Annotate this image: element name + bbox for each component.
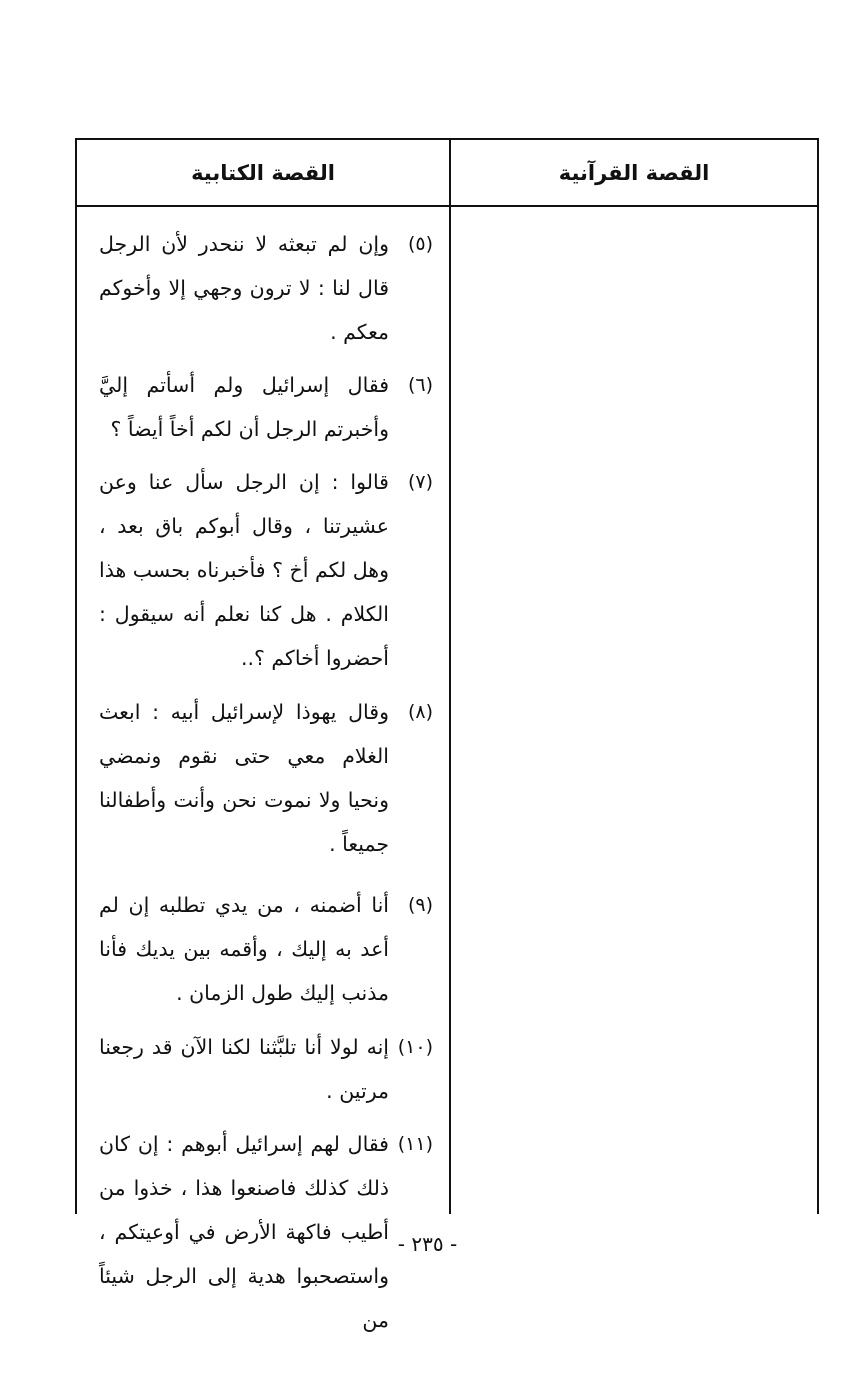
verse-number: (٧)	[407, 471, 433, 493]
verse-number: (٥)	[407, 233, 433, 255]
verse-entry	[99, 1025, 433, 1113]
verse-entry	[99, 883, 433, 1015]
verse-entry	[99, 690, 433, 866]
verse-number: (١١)	[397, 1133, 433, 1155]
verse-text: وقال يهوذا لإسرائيل أبيه : ابعث الغلام معي حتى نقوم ونمضي ونحيا ولا نموت نحن وأنت وأطفالنا جميعاً .	[99, 700, 389, 856]
header-quranic-story: القصة القرآنية	[558, 160, 710, 185]
verse-text: وإن لم تبعثه لا ننحدر لأن الرجل قال لنا : لا ترون وجهي إلا وأخوكم معكم .	[99, 232, 389, 344]
column-divider	[449, 140, 451, 1214]
verse-text: إنه لولا أنا تلبَّثنا لكنا الآن قد رجعنا مرتين .	[99, 1035, 389, 1103]
biblical-story-column	[99, 222, 433, 1342]
header-biblical-story: القصة الكتابية	[191, 160, 335, 185]
verse-number: (٨)	[407, 701, 433, 723]
table-header-row	[77, 140, 817, 207]
verse-number: (٦)	[407, 374, 433, 396]
verse-text: فقال لهم إسرائيل أبوهم : إن كان ذلك كذلك فاصنعوا هذا ، خذوا من أطيب فاكهة الأرض في أوعيتكم ، واستصحبوا هدية إلى الرجل شيئاً من	[99, 1132, 389, 1332]
verse-text: فقال إسرائيل ولم أسأتم إليَّ وأخبرتم الرجل أن لكم أخاً أيضاً ؟	[99, 373, 389, 441]
verse-entry	[99, 363, 433, 451]
verse-text: أنا أضمنه ، من يدي تطلبه إن لم أعد به إليك ، وأقمه بين يديك فأنا مذنب إليك طول الزمان .	[99, 893, 389, 1005]
page-number: - ٢٣٥ -	[397, 1232, 458, 1256]
verse-number: (١٠)	[397, 1036, 433, 1058]
verse-entry	[99, 222, 433, 354]
verse-entry	[99, 460, 433, 680]
verse-text: قالوا : إن الرجل سأل عنا وعن عشيرتنا ، وقال أبوكم باق بعد ، وهل لكم أخ ؟ فأخبرناه بحسب هذا الكلام . هل كنا نعلم أنه سيقول : أحضروا أخاكم ؟..	[99, 470, 389, 670]
verse-number: (٩)	[407, 894, 433, 916]
